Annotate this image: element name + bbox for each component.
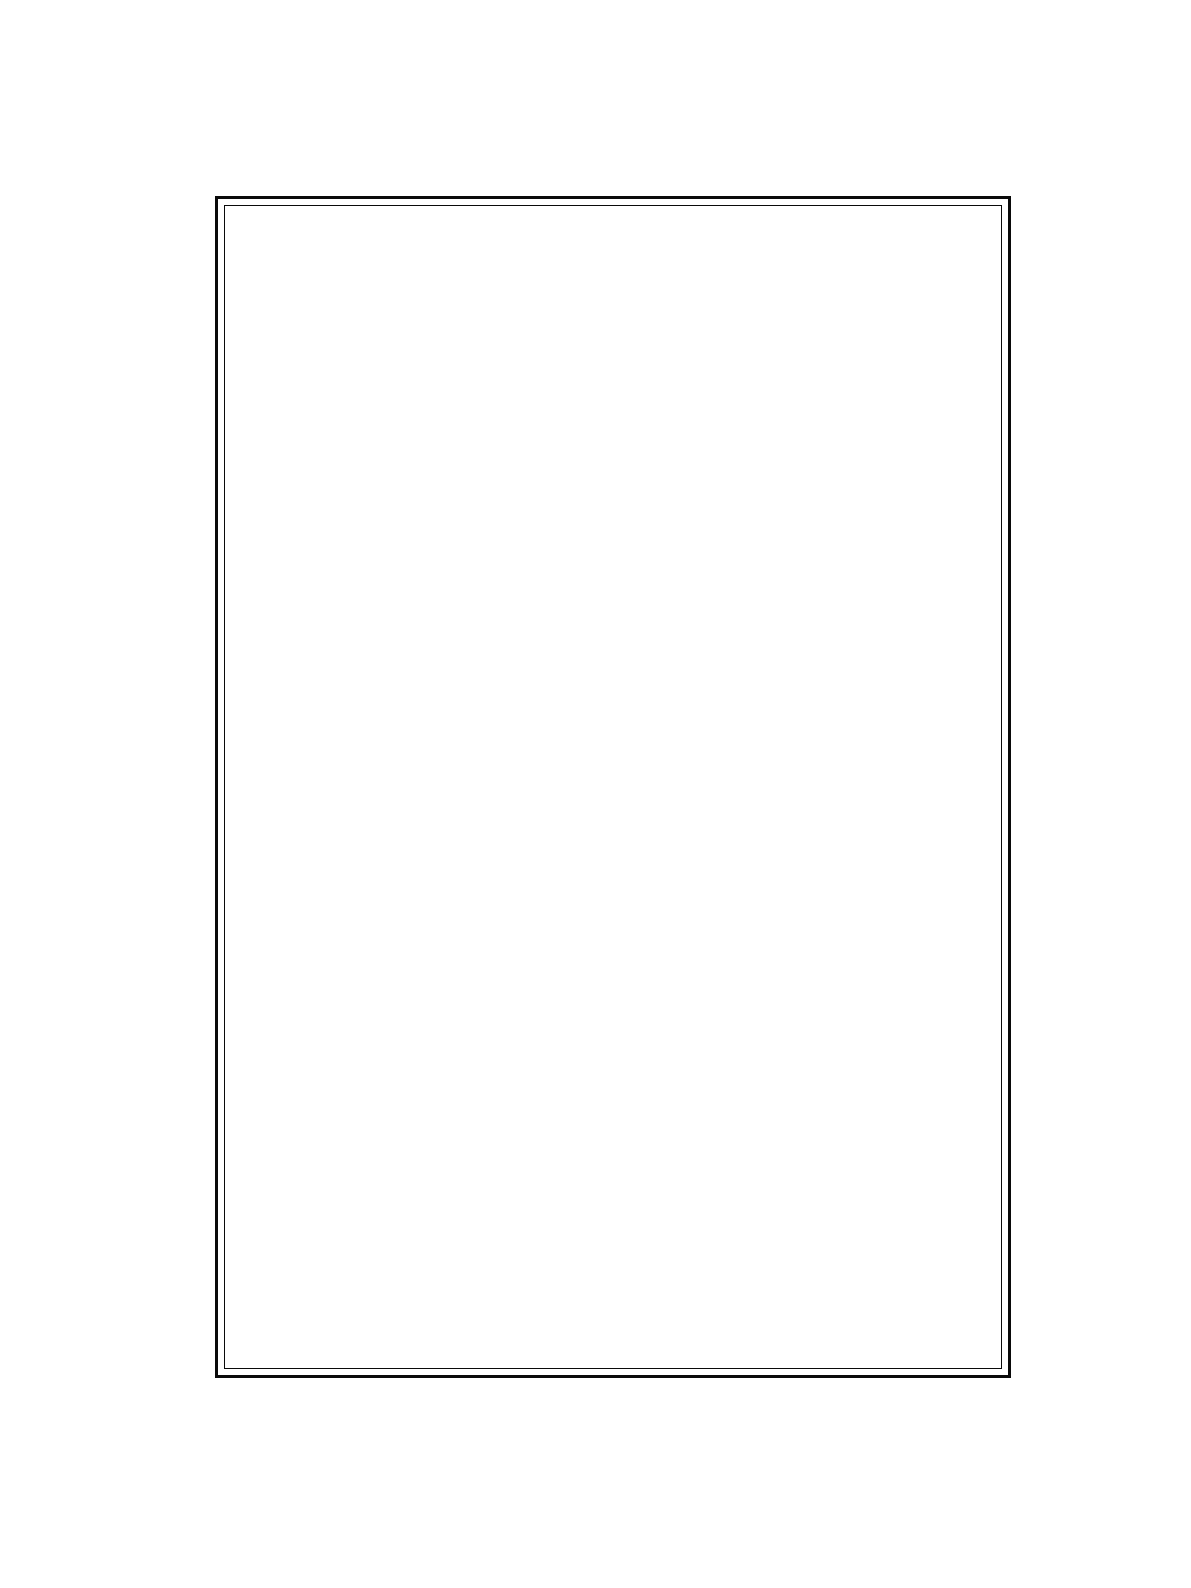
bead-chain-frame xyxy=(240,222,986,1349)
